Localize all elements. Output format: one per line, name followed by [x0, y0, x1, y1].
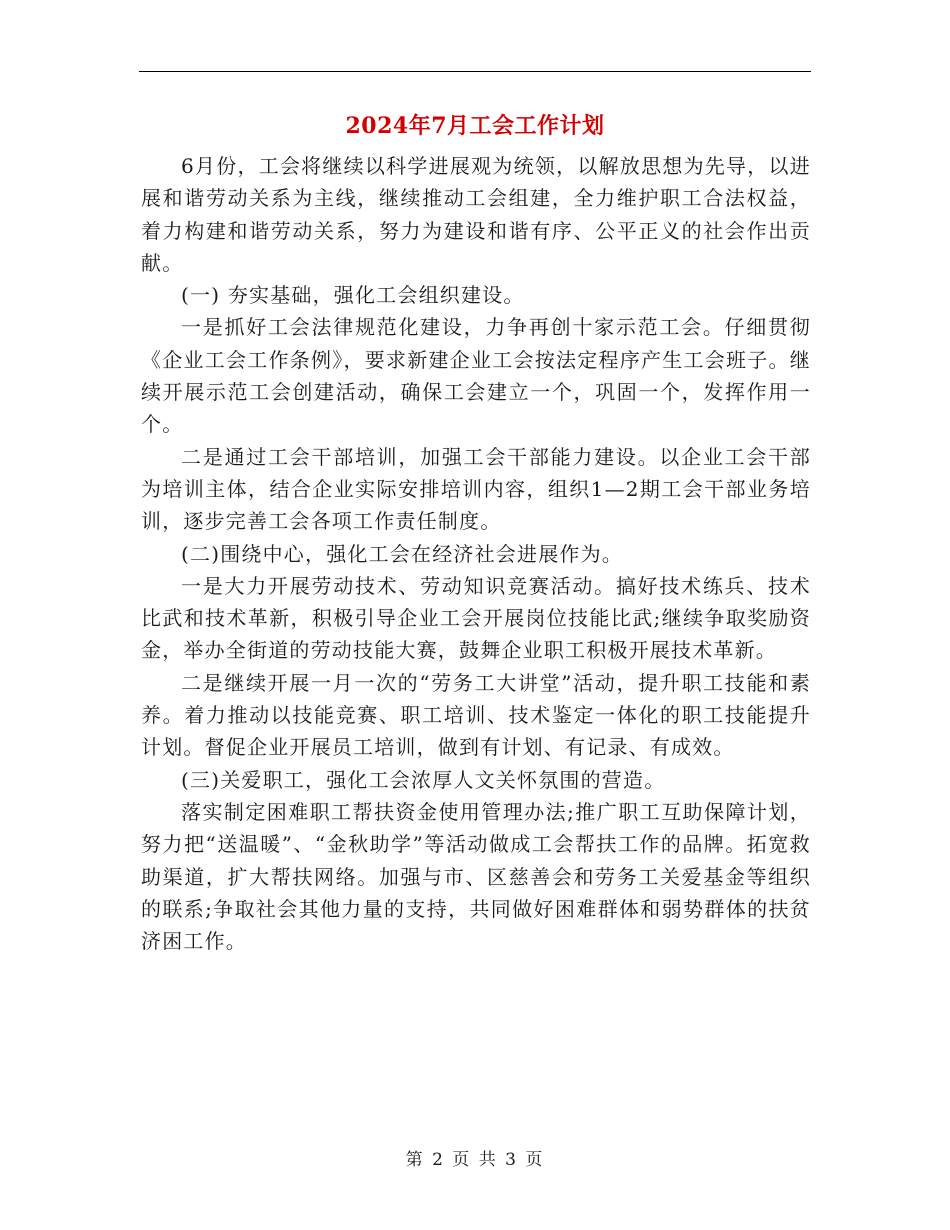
section-heading-3: (三)关爱职工，强化工会浓厚人文关怀氛围的营造。 — [181, 767, 666, 792]
header-rule — [139, 71, 811, 72]
section-heading-1: (一) 夯实基础，强化工会组织建设。 — [181, 283, 525, 308]
page-footer: 第 2 页 共 3 页 — [405, 1150, 545, 1170]
section-heading-2: (二)围绕中心，强化工会在经济社会进展作为。 — [181, 541, 624, 566]
paragraph: 一是抓好工会法律规范化建设，力争再创十家示范工会。仔细贯彻《企业工会工作条例》，要求新建企业工会按法定程序产生工会班子。继续开展示范工会创建活动，确保工会建立一个，巩固一个，发挥作用一个。 — [141, 315, 811, 437]
paragraph: 落实制定困难职工帮扶资金使用管理办法;推广职工互助保障计划，努力把“送温暖”、“金秋助学”等活动做成工会帮扶工作的品牌。拓宽救助渠道，扩大帮扶网络。加强与市、区慈善会和劳务工关爱基金等组织的联系;争取社会其他力量的支持，共同做好困难群体和弱势群体的扶贫济困工作。 — [141, 799, 811, 954]
paragraph: 二是继续开展一月一次的“劳务工大讲堂”活动，提升职工技能和素养。着力推动以技能竞赛、职工培训、技术鉴定一体化的职工技能提升计划。督促企业开展员工培训，做到有计划、有记录、有成效。 — [141, 670, 811, 760]
document-body — [141, 150, 811, 957]
document-title: 2024年7月工会工作计划 — [345, 113, 605, 139]
paragraph: 二是通过工会干部培训，加强工会干部能力建设。以企业工会干部为培训主体，结合企业实际安排培训内容，组织1—2期工会干部业务培训，逐步完善工会各项工作责任制度。 — [141, 444, 811, 534]
paragraph-intro: 6月份，工会将继续以科学进展观为统领，以解放思想为先导，以进展和谐劳动关系为主线，继续推动工会组建，全力维护职工合法权益，着力构建和谐劳动关系，努力为建设和谐有序、公平正义的社会作出贡献。 — [141, 154, 811, 275]
paragraph: 一是大力开展劳动技术、劳动知识竞赛活动。搞好技术练兵、技术比武和技术革新，积极引导企业工会开展岗位技能比武;继续争取奖励资金，举办全街道的劳动技能大赛，鼓舞企业职工积极开展技术革新。 — [141, 573, 811, 663]
